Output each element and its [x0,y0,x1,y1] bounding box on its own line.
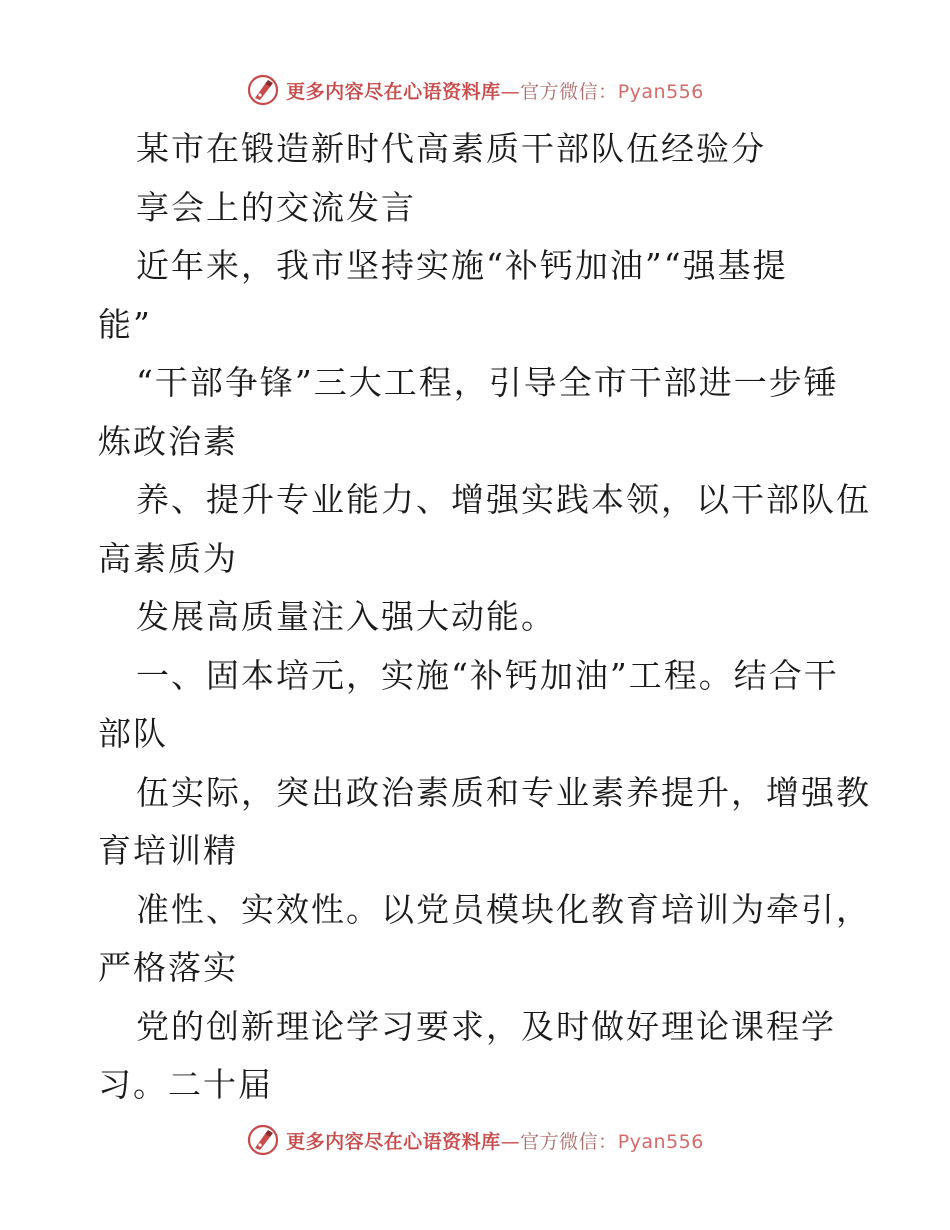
document-body [98,120,871,1115]
text-line: 育培训精 [98,831,238,870]
text-line: 能” [98,304,152,344]
text-line: 严格落实 [98,948,238,987]
watermark-site: 更多内容尽在心语资料库 [286,80,501,103]
text-line: 伍实际，突出政治素质和专业素养提升，增强教 [136,772,871,812]
watermark-id: Pyan556 [617,1130,704,1153]
pen-nib-circle-icon [246,73,280,107]
text-line: 部队 [98,714,168,753]
text-line: 近年来，我市坚持实施“补钙加油”“强基提 [136,246,788,285]
text-line: 享会上的交流发言 [136,187,416,227]
text-line: 一、固本培元，实施“补钙加油”工程。结合干 [136,655,839,695]
text-line: 高素质为 [98,538,238,578]
watermark-dash: — [500,1130,521,1153]
watermark-site: 更多内容尽在心语资料库 [286,1130,501,1153]
watermark-text [286,77,704,104]
text-line: 养、提升专业能力、增强实践本领，以干部队伍 [136,480,871,519]
text-line: “干部争锋”三大工程，引导全市干部进一步锤 [136,363,839,402]
watermark-dash: — [500,80,521,103]
watermark-text [286,1127,704,1154]
watermark-id: Pyan556 [617,80,704,103]
text-line: 发展高质量注入强大动能。 [136,597,556,636]
header-watermark [0,70,950,110]
text-line: 某市在锻造新时代高素质干部队伍经验分 [136,129,766,168]
text-line: 炼政治素 [98,421,238,461]
watermark-label: 官方微信： [520,80,618,103]
text-line: 党的创新理论学习要求，及时做好理论课程学 [136,1006,836,1046]
text-line: 习。二十届 [98,1065,273,1104]
footer-watermark [0,1120,950,1160]
pen-nib-circle-icon [246,1123,280,1157]
text-line: 准性、实效性。以党员模块化教育培训为牵引， [136,889,871,929]
watermark-label: 官方微信： [520,1130,618,1153]
